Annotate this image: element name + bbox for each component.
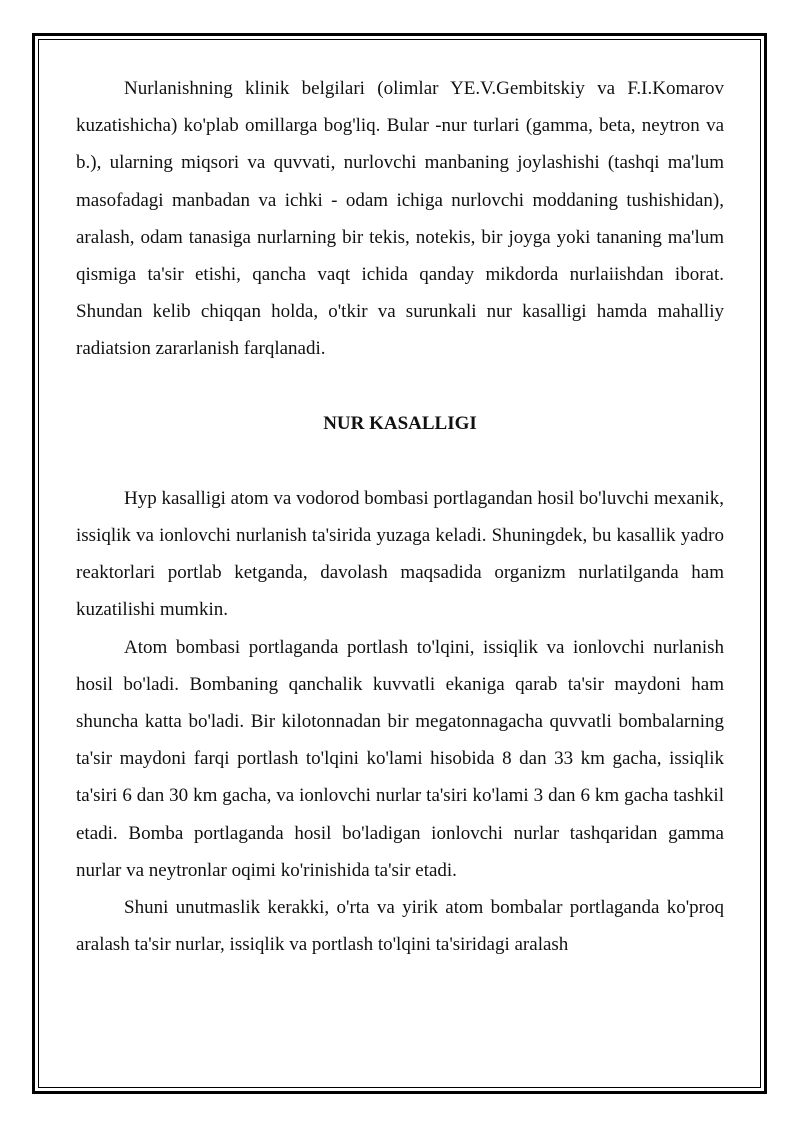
paragraph-atom-bomb: Atom bombasi portlaganda portlash to'lqini, issiqlik va ionlovchi nurlanish hosil bo'ladi. Bombaning qanchalik kuvvatli ekaniga qarab ta'sir maydoni ham shuncha katta bo'ladi. Bir kilotonnadan bir megatonnagacha quvvatli bombalarning ta'sir maydoni farqi portlash to'lqini ko'lami hisobida 8 dan 33 km gacha, issiqlik ta'siri 6 dan 30 km gacha, va ionlovchi nurlar ta'siri ko'lami 3 dan 6 km gacha tashkil etadi. Bomba portlaganda hosil bo'ladigan ionlovchi nurlar tashqaridan gamma nurlar va neytronlar oqimi ko'rinishida ta'sir etadi. bbox=[76, 636, 724, 881]
paragraph-mixed-effects: Shuni unutmaslik kerakki, o'rta va yirik atom bombalar portlaganda ko'proq aralash ta'sir nurlar, issiqlik va portlash to'lqini ta'siridagi aralash bbox=[76, 897, 724, 956]
paragraph-clinical-signs: Nurlanishning klinik belgilari (olimlar YE.V.Gembitskiy va F.I.Komarov kuzatishicha) ko'plab omillarga bog'liq. Bular -nur turlari (gamma, beta, neytron va b.), ularning miqsori va quvvati, nurlovchi manbaning joylashishi (tashqi ma'lum masofadagi manbadan va ichki - odam ichiga nurlovchi moddaning tushishidan), aralash, odam tanasiga nurlarning bir tekis, notekis, bir joyga yoki tananing ma'lum qismiga ta'sir etishi, qancha vaqt ichida qanday mikdorda nurlaiishdan iborat. Shundan kelib chiqqan holda, o'tkir va surunkali nur kasalligi hamda mahalliy radiatsion zararlanish farqlanadi. bbox=[76, 78, 724, 360]
document-body bbox=[76, 70, 724, 963]
section-heading: NUR KASALLIGI bbox=[323, 412, 477, 434]
paragraph-disease-origin: Hyp kasalligi atom va vodorod bombasi portlagandan hosil bo'luvchi mexanik, issiqlik va ionlovchi nurlanish ta'sirida yuzaga keladi. Shuningdek, bu kasallik yadro reaktorlari portlab ketganda, davolash maqsadida organizm nurlatilganda ham kuzatilishi mumkin. bbox=[76, 487, 724, 621]
